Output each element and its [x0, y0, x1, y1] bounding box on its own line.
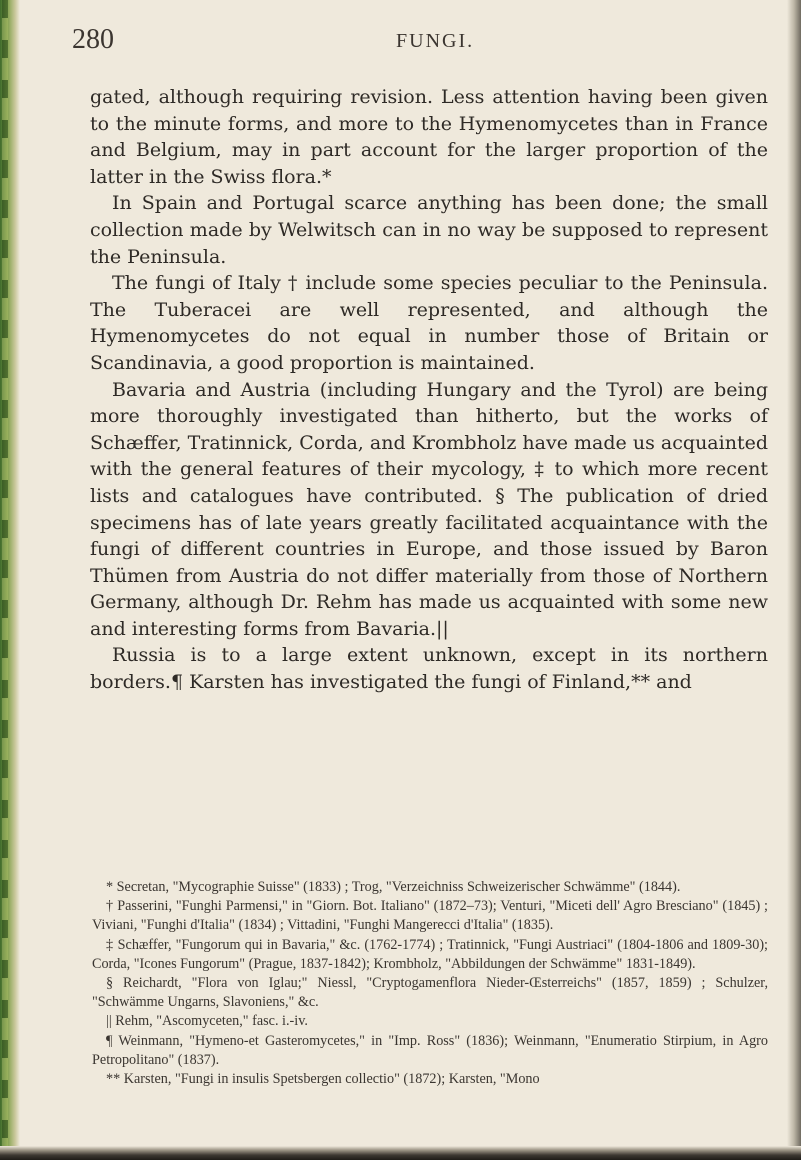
- page-bottom-edge-shadow: [0, 1146, 801, 1160]
- footnotes: [92, 878, 768, 1089]
- footnote: † Passerini, "Funghi Parmensi," in "Giorn. Bot. Italiano" (1872–73); Venturi, "Miceti dell' Agro Bresciano" (1845) ; Viviani, "Funghi d'Italia" (1834) ; Vittadini, "Funghi Mangerecci d'Italia" (1835).: [92, 898, 768, 934]
- footnote: * Secretan, "Mycographie Suisse" (1833) ; Trog, "Verzeichniss Schweizerischer Schwämme" (1844).: [106, 879, 681, 895]
- book-spine-edge: [0, 0, 20, 1160]
- footnote: ** Karsten, "Fungi in insulis Spetsbergen collectio" (1872); Karsten, "Mono: [106, 1071, 540, 1088]
- paragraph: The fungi of Italy † include some species peculiar to the Peninsula. The Tuberacei are well represented, and although the Hymenomycetes do not equal in number those of Britain or Scandinavia, a good proportion is maintained.: [90, 272, 768, 374]
- page-right-edge-shadow: [787, 0, 801, 1160]
- paragraph: Russia is to a large extent unknown, except in its northern borders.¶ Karsten has investigated the fungi of Finland,** and: [90, 644, 768, 694]
- body-text: [90, 84, 768, 696]
- footnote: ¶ Weinmann, "Hymeno-et Gasteromycetes," in "Imp. Ross" (1836); Weinmann, "Enumeratio Stirpium, in Agro Petropolitano" (1837).: [92, 1032, 768, 1068]
- footnote: || Rehm, "Ascomyceten," fasc. i.-iv.: [106, 1013, 308, 1030]
- running-head: FUNGI.: [396, 30, 475, 52]
- paragraph: In Spain and Portugal scarce anything has been done; the small collection made by Welwitsch can in no way be supposed to represent the Peninsula.: [90, 192, 768, 268]
- paragraph: gated, although requiring revision. Less attention having been given to the minute forms, and more to the Hymenomycetes than in France and Belgium, may in part account for the larger proportion of the latter in the Swiss flora.*: [90, 86, 768, 188]
- footnote: ‡ Schæffer, "Fungorum qui in Bavaria," &c. (1762-1774) ; Tratinnick, "Fungi Austriaci" (1804-1806 and 1809-30); Corda, "Icones Fungorum" (Prague, 1837-1842); Krombholz, "Abbildungen der Schwämme" 1831-1849).: [92, 936, 768, 972]
- page-number: 280: [72, 24, 114, 55]
- paragraph: Bavaria and Austria (including Hungary and the Tyrol) are being more thoroughly investigated than hitherto, but the works of Schæffer, Tratinnick, Corda, and Krombholz have made us acquainted with the general features of their mycology, ‡ to which more recent lists and catalogues have contributed. § The publication of dried specimens has of late years greatly facilitated acquaintance with the fungi of different countries in Europe, and those issued by Baron Thümen from Austria do not differ materially from those of Northern Germany, although Dr. Rehm has made us acquainted with some new and interesting forms from Bavaria.||: [90, 378, 768, 640]
- footnote: § Reichardt, "Flora von Iglau;" Niessl, "Cryptogamenflora Nieder-Œsterreichs" (1857, 1859) ; Schulzer, "Schwämme Ungarns, Slavoniens," &c.: [92, 975, 768, 1011]
- page-header: [0, 24, 801, 54]
